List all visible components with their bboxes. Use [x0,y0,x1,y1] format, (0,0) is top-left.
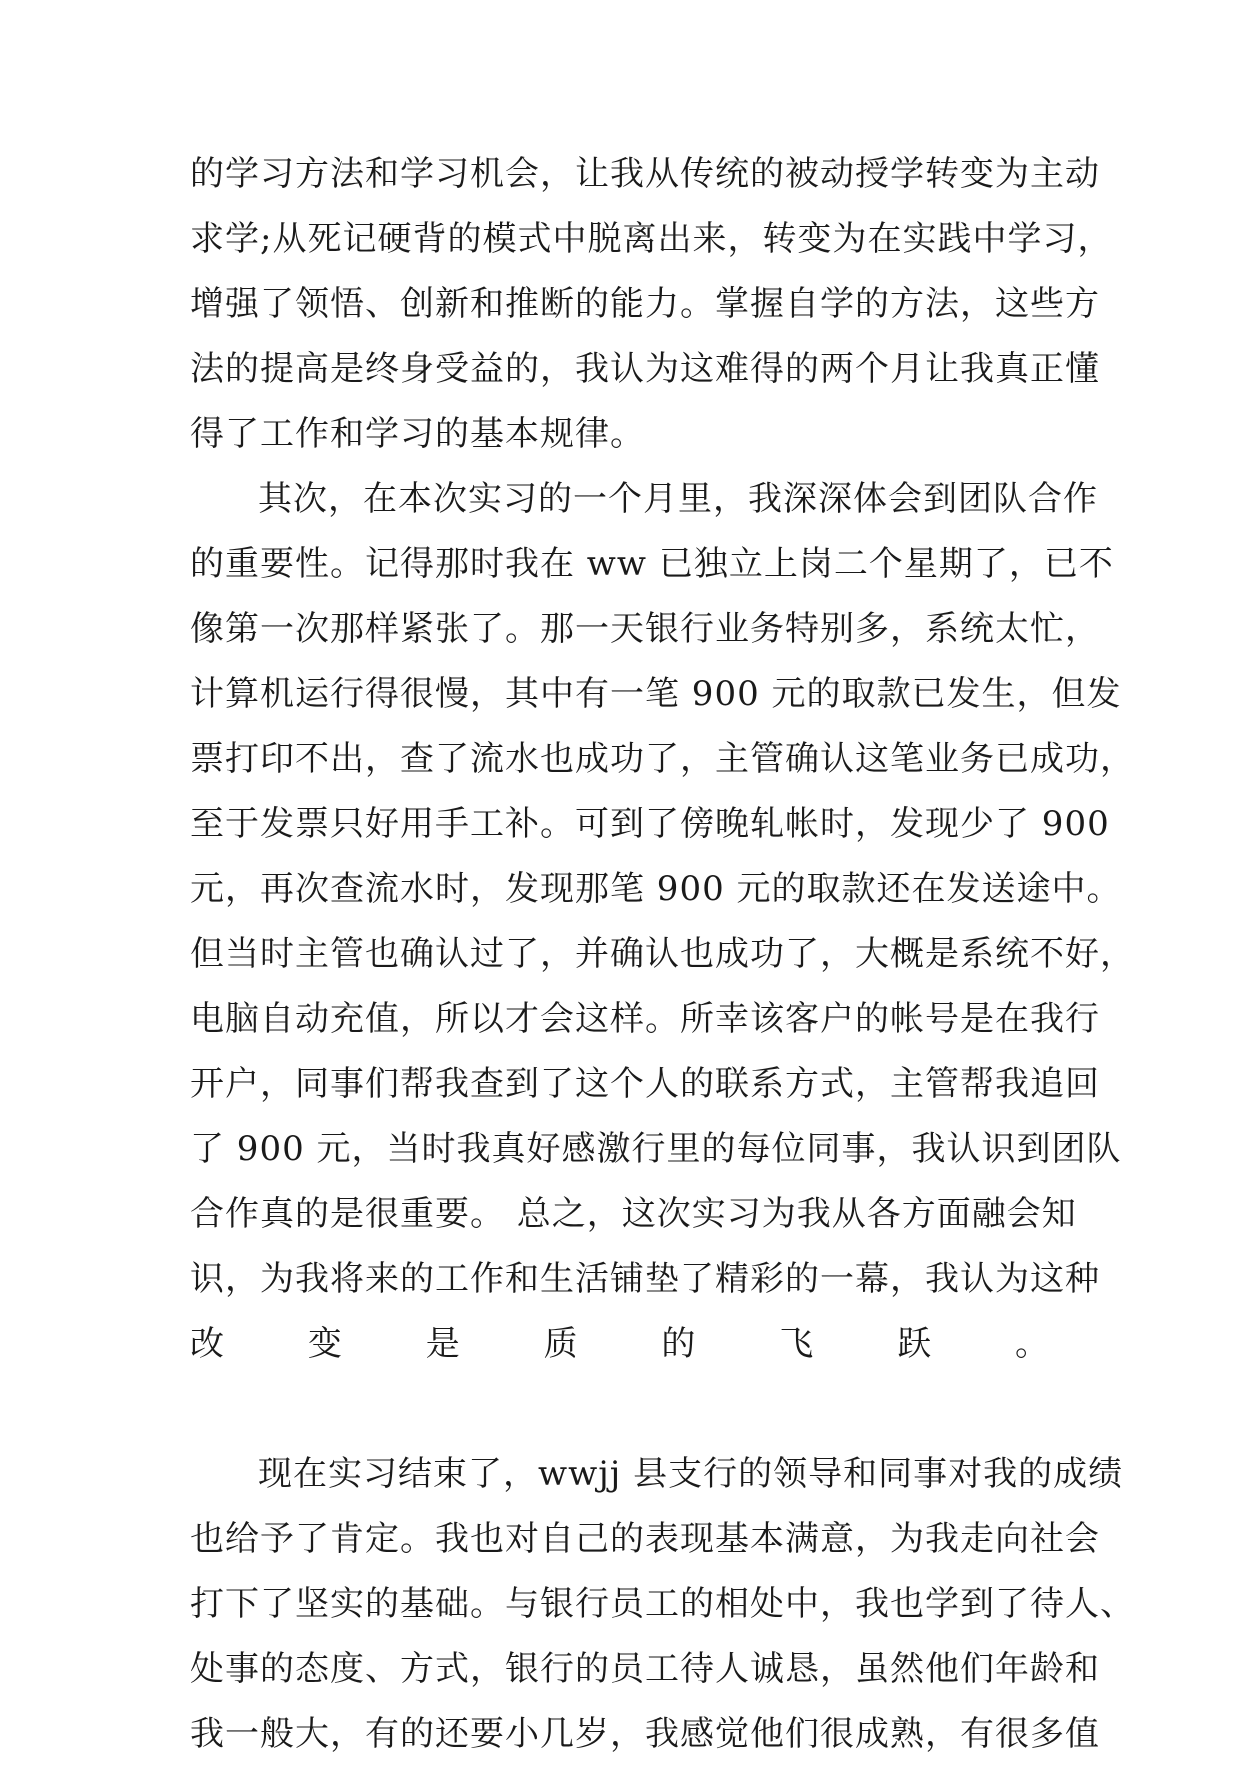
text-line: 法的提高是终身受益的，我认为这难得的两个月让我真正懂 [190,349,1100,389]
text-line: 现在实习结束了，wwjj 县支行的领导和同事对我的成绩 [258,1454,1124,1494]
text-line: 了 900 元，当时我真好感激行里的每位同事，我认识到团队 [190,1129,1122,1169]
body-text [190,142,1135,1767]
text-line [190,1377,1050,1442]
text-line: 也给予了肯定。我也对自己的表现基本满意，为我走向社会 [190,1519,1100,1559]
text-line: 元，再次查流水时，发现那笔 900 元的取款还在发送途中。 [190,869,1122,909]
text-line: 票打印不出，查了流水也成功了，主管确认这笔业务已成功， [190,739,1135,779]
text-line: 得了工作和学习的基本规律。 [190,414,645,454]
text-line: 但当时主管也确认过了，并确认也成功了，大概是系统不好， [190,934,1135,974]
text-line: 改变是质的飞跃。 [190,1324,1050,1364]
text-line: 增强了领悟、创新和推断的能力。掌握自学的方法，这些方 [190,284,1100,324]
text-line: 像第一次那样紧张了。那一天银行业务特别多，系统太忙， [190,609,1100,649]
text-line: 合作真的是很重要。 总之，这次实习为我从各方面融会知 [190,1194,1077,1234]
text-line: 的重要性。记得那时我在 ww 已独立上岗二个星期了，已不 [190,544,1114,584]
text-line: 我一般大，有的还要小几岁，我感觉他们很成熟，有很多值 [190,1714,1100,1754]
text-line: 计算机运行得很慢，其中有一笔 900 元的取款已发生，但发 [190,674,1122,714]
text-line: 识，为我将来的工作和生活铺垫了精彩的一幕，我认为这种 [190,1259,1100,1299]
text-line: 求学;从死记硬背的模式中脱离出来，转变为在实践中学习， [190,219,1113,259]
text-line: 开户，同事们帮我查到了这个人的联系方式，主管帮我追回 [190,1064,1100,1104]
text-line: 处事的态度、方式，银行的员工待人诚恳，虽然他们年龄和 [190,1649,1100,1689]
text-line: 其次，在本次实习的一个月里，我深深体会到团队合作 [258,479,1098,519]
paragraph-1 [190,142,1113,467]
paragraph-3 [190,1442,1135,1767]
text-line: 电脑自动充值，所以才会这样。所幸该客户的帐号是在我行 [190,999,1100,1039]
paragraph-2 [190,467,1135,1442]
text-line: 的学习方法和学习机会，让我从传统的被动授学转变为主动 [190,154,1100,194]
text-line: 至于发票只好用手工补。可到了傍晚轧帐时，发现少了 900 [190,804,1110,844]
text-line: 打下了坚实的基础。与银行员工的相处中，我也学到了待人、 [190,1584,1135,1624]
